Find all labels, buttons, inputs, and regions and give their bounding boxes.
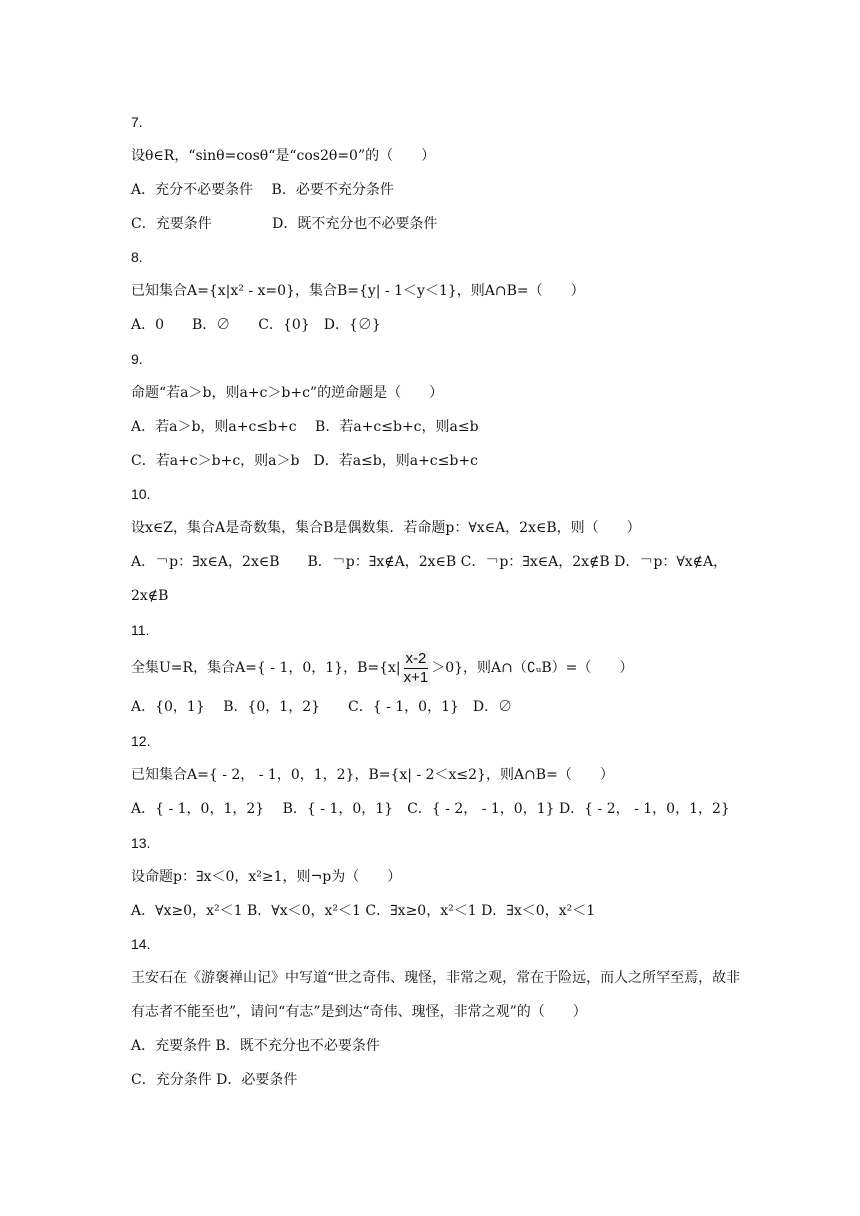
question-options: A．{0，1} B．{0，1，2} C．{ - 1，0，1} D．∅ xyxy=(131,699,513,715)
question-number: 11. xyxy=(131,622,150,638)
question-stem: 设x∈Z，集合A是奇数集，集合B是偶数集．若命题p：∀x∈A，2x∈B，则（ ） xyxy=(131,520,641,536)
question-number: 13. xyxy=(131,835,151,851)
question-stem-after: ＞0}，则A∩（∁ᵤB）=（ ） xyxy=(431,660,634,676)
question-stem: 已知集合A={ - 2， - 1，0，1，2}，B={x| - 2＜x≤2}，则A∩B=（ ） xyxy=(131,767,614,783)
question-options: A．0 B．∅ C．{0} D．{∅} xyxy=(131,317,381,333)
fraction xyxy=(402,651,431,686)
question-stem: 王安石在《游褒禅山记》中写道“世之奇伟、瑰怪，非常之观，常在于险远，而人之所罕至焉，故非有志者不能至也”，请问“有志”是到达“奇伟、瑰怪，非常之观”的（ ） xyxy=(131,970,741,1020)
question-number: 9. xyxy=(131,351,143,367)
question-number: 8. xyxy=(131,249,143,265)
question-options: A．充分不必要条件 B．必要不充分条件 xyxy=(131,182,394,198)
question-number: 7. xyxy=(131,114,143,130)
question-stem: 设命题p：∃x＜0，x²≥1，则¬p为（ ） xyxy=(131,869,402,885)
question-options: C．若a+c＞b+c，则a＞b D．若a≤b，则a+c≤b+c xyxy=(131,453,478,469)
question-options: A．￢p：∃x∈A，2x∈B B．￢p：∃x∉A，2x∈B C．￢p：∃x∈A，2x∉B D．￢p：∀x∉A， xyxy=(131,554,728,570)
question-stem-before: 全集U=R，集合A={ - 1，0，1}，B={x| xyxy=(131,660,401,676)
question-stem: 设θ∈R，“sinθ=cosθ“是“cos2θ=0”的（ ） xyxy=(131,148,436,164)
question-options: A．{ - 1，0，1，2} B．{ - 1，0，1} C．{ - 2， - 1，0，1} D．{ - 2， - 1，0，1，2} xyxy=(131,801,730,817)
question-number: 14. xyxy=(131,936,151,952)
fraction-denominator: x+1 xyxy=(403,668,429,686)
question-options: A．若a＞b，则a+c≤b+c B．若a+c≤b+c，则a≤b xyxy=(131,419,479,435)
question-stem: 命题“若a＞b，则a+c＞b+c”的逆命题是（ ） xyxy=(131,385,444,401)
question-options: C．充要条件 D．既不充分也不必要条件 xyxy=(131,216,438,232)
question-number: 10. xyxy=(131,486,151,502)
question-stem: 已知集合A={x|x² - x=0}，集合B={y| - 1＜y＜1}，则A∩B=（ ） xyxy=(131,283,585,299)
question-options: A．∀x≥0，x²＜1 B．∀x＜0，x²＜1 C．∃x≥0，x²＜1 D．∃x＜0，x²＜1 xyxy=(131,903,596,919)
fraction-numerator: x-2 xyxy=(405,649,427,667)
question-stem xyxy=(131,650,633,686)
question-options: C．充分条件 D．必要条件 xyxy=(131,1072,298,1088)
question-options: 2x∉B xyxy=(131,588,169,604)
question-number: 12. xyxy=(131,733,151,749)
question-options: A．充要条件 B．既不充分也不必要条件 xyxy=(131,1038,380,1054)
